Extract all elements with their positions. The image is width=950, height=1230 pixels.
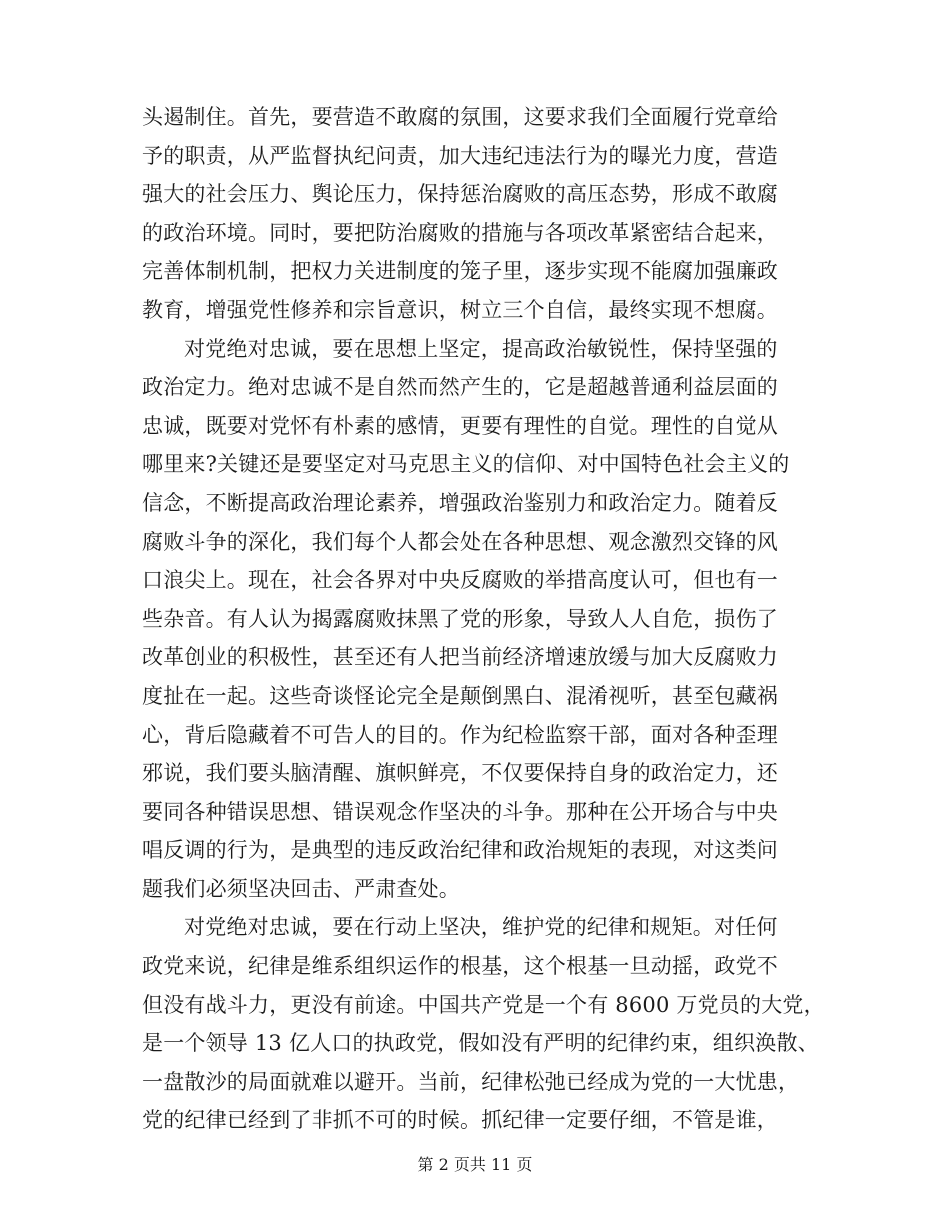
text-line: 政治定力。绝对忠诚不是自然而然产生的，它是超越普通利益层面的 xyxy=(142,375,778,400)
text-line: 要同各种错误思想、错误观念作坚决的斗争。那种在公开场合与中央 xyxy=(142,799,778,824)
text-line: 一盘散沙的局面就难以避开。当前，纪律松弛已经成为党的一大忧患， xyxy=(142,1069,800,1094)
paragraph-start-line: 对党绝对忠诚，要在思想上坚定，提高政治敏锐性，保持坚强的 xyxy=(184,336,778,361)
text-line: 但没有战斗力，更没有前途。中国共产党是一个有 8600 万党员的大党， xyxy=(142,992,825,1017)
page-number-footer: 第 2 页共 11 页 xyxy=(417,1155,533,1174)
text-line: 些杂音。有人认为揭露腐败抹黑了党的形象，导致人人自危，损伤了 xyxy=(142,606,778,631)
text-line: 党的纪律已经到了非抓不可的时候。抓纪律一定要仔细，不管是谁， xyxy=(142,1108,778,1133)
text-line: 教育，增强党性修养和宗旨意识，树立三个自信，最终实现不想腐。 xyxy=(142,297,778,322)
text-line: 腐败斗争的深化，我们每个人都会处在各种思想、观念激烈交锋的风 xyxy=(142,529,778,554)
paragraph-start-line: 对党绝对忠诚，要在行动上坚决，维护党的纪律和规矩。对任何 xyxy=(184,915,778,940)
text-line: 政党来说，纪律是维系组织运作的根基，这个根基一旦动摇，政党不 xyxy=(142,954,778,979)
text-line: 题我们必须坚决回击、严肃查处。 xyxy=(142,876,460,901)
text-line: 予的职责，从严监督执纪问责，加大违纪违法行为的曝光力度，营造 xyxy=(142,143,778,168)
text-line: 哪里来?关键还是要坚定对马克思主义的信仰、对中国特色社会主义的 xyxy=(142,452,790,477)
body-text xyxy=(142,98,825,1140)
text-line: 度扯在一起。这些奇谈怪论完全是颠倒黑白、混淆视听，甚至包藏祸 xyxy=(142,683,778,708)
text-line: 的政治环境。同时，要把防治腐败的措施与各项改革紧密结合起来， xyxy=(142,220,778,245)
text-line: 是一个领导 13 亿人口的执政党，假如没有严明的纪律约束，组织涣散、 xyxy=(142,1031,819,1056)
text-line: 口浪尖上。现在，社会各界对中央反腐败的举措高度认可，但也有一 xyxy=(142,568,778,593)
text-line: 完善体制机制，把权力关进制度的笼子里，逐步实现不能腐加强廉政 xyxy=(142,259,778,284)
text-line: 唱反调的行为，是典型的违反政治纪律和政治规矩的表现，对这类问 xyxy=(142,838,778,863)
text-line: 心，背后隐藏着不可告人的目的。作为纪检监察干部，面对各种歪理 xyxy=(142,722,778,747)
text-line: 改革创业的积极性，甚至还有人把当前经济增速放缓与加大反腐败力 xyxy=(142,645,778,670)
text-line: 忠诚，既要对党怀有朴素的感情，更要有理性的自觉。理性的自觉从 xyxy=(142,413,778,438)
text-line: 头遏制住。首先，要营造不敢腐的氛围，这要求我们全面履行党章给 xyxy=(142,105,778,129)
text-line: 邪说，我们要头脑清醒、旗帜鲜亮，不仅要保持自身的政治定力，还 xyxy=(142,761,778,786)
text-line: 信念，不断提高政治理论素养，增强政治鉴别力和政治定力。随着反 xyxy=(142,490,778,515)
text-line: 强大的社会压力、舆论压力，保持惩治腐败的高压态势，形成不敢腐 xyxy=(142,182,778,207)
